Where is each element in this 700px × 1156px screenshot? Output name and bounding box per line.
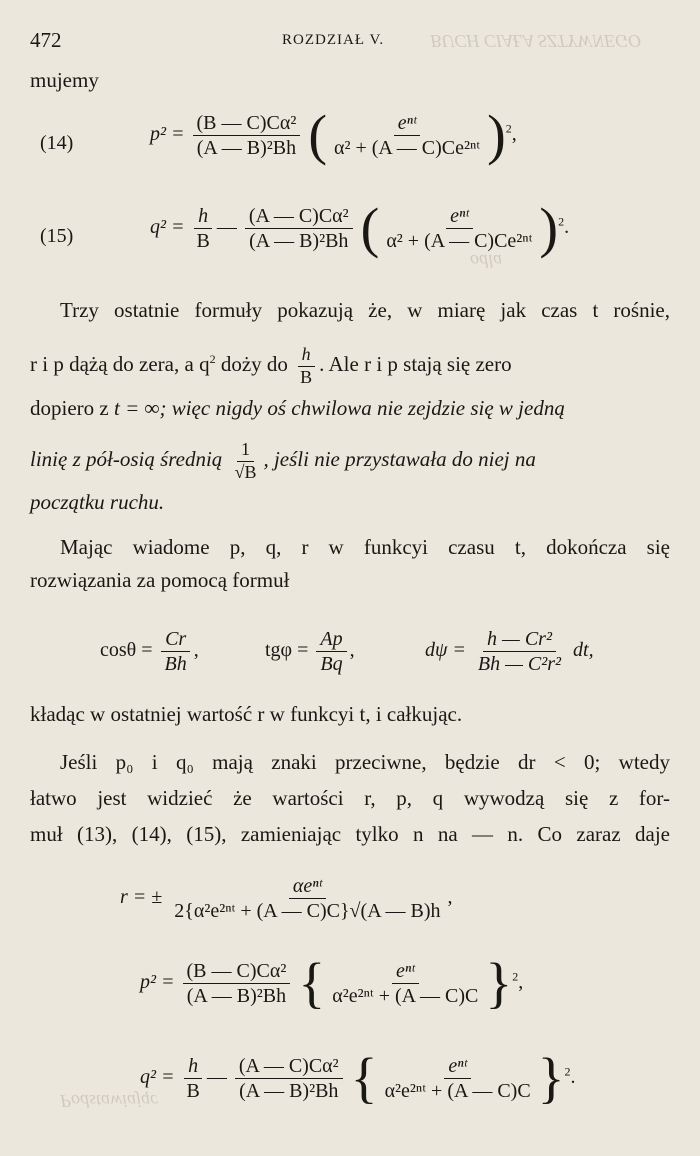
show-through-text: odla — [470, 251, 503, 271]
text-line: dopiero z t = ∞; więc nigdy oś chwilowa nie zejdzie się w jedną — [30, 396, 565, 420]
show-through-text: BUCH CIAŁA SZTYWNEGO — [430, 31, 641, 51]
text-line: rozwiązania za pomocą formuł — [30, 568, 290, 592]
show-through-text: Podstawiając — [60, 1091, 158, 1111]
text-line: początku ruchu. — [30, 490, 165, 514]
equation-number: (15) — [40, 225, 74, 247]
text-line: muł (13), (14), (15), zamieniając tylko n na — n. Co zaraz daje — [30, 822, 670, 846]
formula-d-psi: dψ = $\frac{\text{h — Cr²}}{\text{Bh — C²r²}}$ dt, — [425, 628, 594, 675]
formula-cos-theta: cosθ = $\frac{Cr}{Bh}$ , — [100, 628, 199, 675]
text-line: r i p dążą do zera, a $q^2$ doży do $\frac{h}{B}$ . Ale r i p stają się zero — [30, 344, 512, 387]
equation-15: q² = $\frac{h}{B}$ — $\frac{\text{(A — C)Cα²}}{\text{(A — B)²Bh}}$ ( $\frac{\text{eⁿᵗ}}{\text{α² + (A — C)Ce²ⁿᵗ}}$ )$^2$. — [150, 197, 570, 260]
text-line: łatwo jest widzieć że wartości r, p, q wywodzą się z for- — [30, 786, 670, 810]
formula-q-squared: q² = $\frac{h}{B}$ — $\frac{\text{(A — C)Cα²}}{\text{(A — B)²Bh}}$ { $\frac{\text{eⁿᵗ}}{\text{α²e²ⁿᵗ + (A — C)C}}$ }$^2$. — [140, 1047, 576, 1110]
text-line: Trzy ostatnie formuły pokazują że, w miarę jak czas t rośnie, — [60, 298, 670, 322]
page-header — [30, 28, 680, 58]
text-line: kładąc w ostatniej wartość r w funkcyi t, i całkując. — [30, 702, 463, 726]
equation-14: p² = $\frac{\text{(B — C)Cα²}}{\text{(A — B)²Bh}}$ ( $\frac{\text{eⁿᵗ}}{\text{α² + (A — C)Ce²ⁿᵗ}}$ )$^2$, — [150, 104, 517, 167]
equation-number: (14) — [40, 132, 74, 154]
running-head: ROZDZIAŁ V. — [282, 32, 385, 48]
formula-tg-phi: tgφ = $\frac{Ap}{Bq}$ , — [265, 628, 355, 675]
text-line: mujemy — [30, 68, 99, 92]
formula-r: r = ± $\frac{\text{αeⁿᵗ}}{\text{2\{α²e²ⁿᵗ + (A — C)C\}√(A — B)h}}$ , — [120, 875, 453, 922]
text-line: Mając wiadome p, q, r w funkcyi czasu t, dokończa się — [60, 535, 670, 559]
formula-p-squared: p² = $\frac{\text{(B — C)Cα²}}{\text{(A — B)²Bh}}$ { $\frac{\text{eⁿᵗ}}{\text{α²e²ⁿᵗ + (A — C)C}}$ }$^2$, — [140, 952, 524, 1015]
text-line: linię z pół-osią średnią $\frac{1}{√B}$ , jeśli nie przystawała do niej na — [30, 439, 536, 482]
text-line: Jeśli p₀ i q₀ mają znaki przeciwne, będzie dr < 0; wtedy — [60, 750, 670, 774]
page-number: 472 — [30, 28, 62, 52]
